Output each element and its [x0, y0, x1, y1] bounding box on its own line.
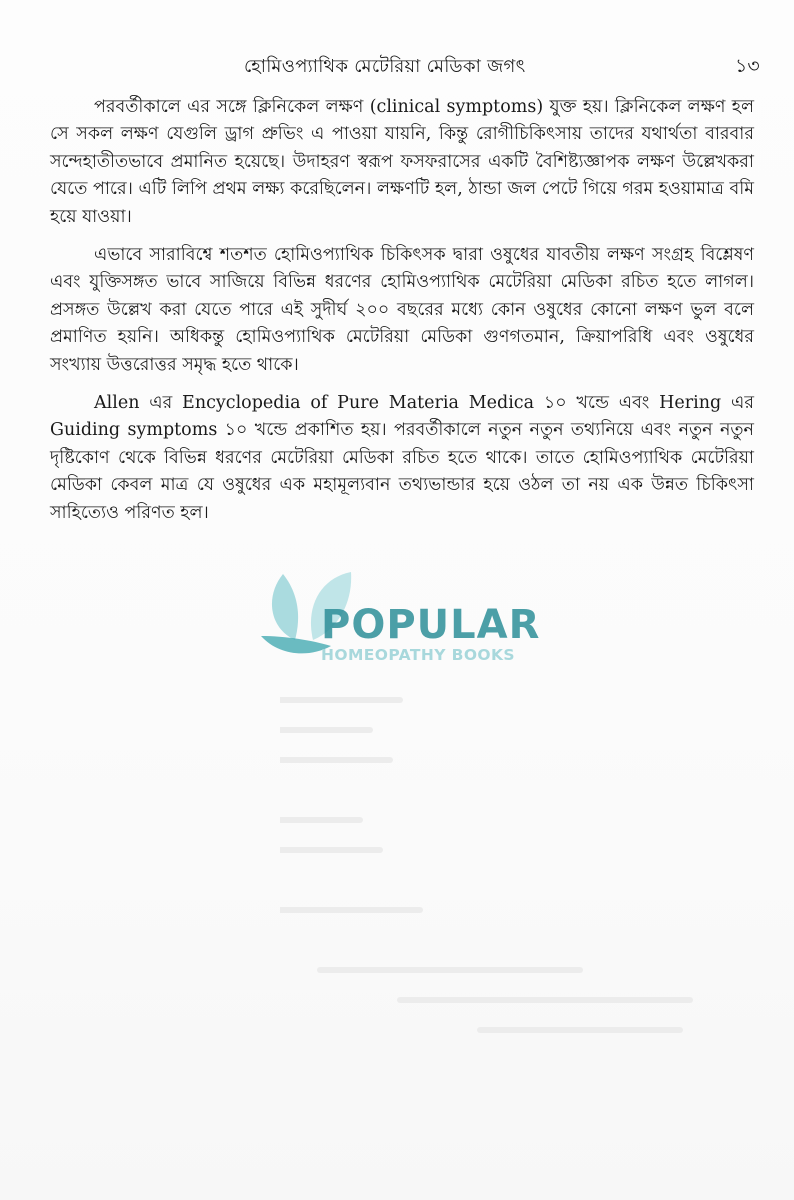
- paragraph-worldwide-development: এভাবে সারাবিশ্বে শতশত হোমিওপ্যাথিক চিকিৎসক দ্বারা ওষুধের যাবতীয় লক্ষণ সংগ্রহ বিশ্লেষণ এবং যুক্তিসঙ্গত ভাবে সাজিয়ে বিভিন্ন ধরণের হোমিওপ্যাথিক মেটেরিয়া মেডিকা রচিত হতে লাগল। প্রসঙ্গত উল্লেখ করা যেতে পারে এই সুদীর্ঘ ২০০ বছরের মধ্যে কোন ওষুধের কোনো লক্ষণ ভুল বলে প্রমাণিত হয়নি। অধিকন্তু হোমিওপ্যাথিক মেটেরিয়া মেডিকা গুণগতমান, ক্রিয়াপরিধি এবং ওষুধের সংখ্যায় উত্তরোত্তর সমৃদ্ধ হতে থাকে।: [50, 245, 754, 375]
- paragraph-clinical-symptoms: পরবর্তীকালে এর সঙ্গে ক্লিনিকেল লক্ষণ (clinical symptoms) যুক্ত হয়। ক্লিনিকেল লক্ষণ হল সে সকল লক্ষণ যেগুলি ড্রাগ প্রুভিং এ পাওয়া যায়নি, কিন্তু রোগীচিকিৎসায় তাদের যথার্থতা বারবার সন্দেহাতীতভাবে প্রমানিত হয়েছে। উদাহরণ স্বরূপ ফসফরাসের একটি বৈশিষ্ট্যজ্ঞাপক লক্ষণ উল্লেখকরা যেতে পারে। এটি লিপি প্রথম লক্ষ্য করেছিলেন। লক্ষণটি হল, ঠান্ডা জল পেটে গিয়ে গরম হওয়ামাত্র বমি হয়ে যাওয়া।: [50, 97, 754, 227]
- watermark-brand: POPULAR: [321, 602, 541, 648]
- paragraph-allen-hering: Allen এর Encyclopedia of Pure Materia Medica ১০ খন্ডে এবং Hering এর Guiding symptoms ১০ খন্ডে প্রকাশিত হয়। পরবর্তীকালে নতুন নতুন তথ্যনিয়ে এবং নতুন নতুন দৃষ্টিকোণ থেকে বিভিন্ন ধরণের মেটেরিয়া মেডিকা রচিত হতে থাকে। তাতে হোমিওপ্যাথিক মেটেরিয়া মেডিকা কেবল মাত্র যে ওষুধের এক মহামূল্যবান তথ্যভান্ডার হয়ে ওঠল তা নয় এক উন্নত চিকিৎসা সাহিত্যেও পরিণত হল।: [50, 393, 754, 523]
- running-title: হোমিওপ্যাথিক মেটেরিয়া মেডিকা জগৎ: [244, 56, 526, 77]
- bleed-through-texture: [280, 690, 700, 1050]
- watermark-tagline: HOMEOPATHY BOOKS: [321, 646, 515, 664]
- page-number: ১৩: [735, 55, 760, 77]
- publisher-watermark: [255, 566, 555, 666]
- body-text: [50, 94, 754, 538]
